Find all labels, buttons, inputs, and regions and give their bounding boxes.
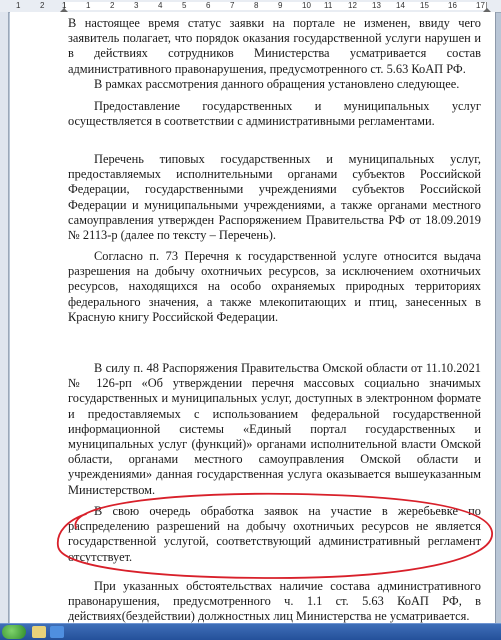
ruler-number: 3	[134, 1, 139, 10]
ruler-number: 1	[16, 1, 21, 10]
ruler-number: 16	[448, 1, 457, 10]
ruler-number: 7	[230, 1, 235, 10]
ruler-number: 12	[348, 1, 357, 10]
paragraph-status: В настоящее время статус заявки на портале не изменен, ввиду чего заявитель полагает, что порядок оказания государственной услуги нарушен и в действиях сотрудников Министерства усматривается состав административного правонарушения, предусмотренного ст. 5.63 КоАП РФ.	[68, 16, 481, 76]
ruler-number: 4	[158, 1, 163, 10]
ruler-number: 13	[372, 1, 381, 10]
document-page[interactable]	[10, 12, 495, 624]
ruler-number: 14	[396, 1, 405, 10]
ruler-number: 11	[324, 1, 333, 10]
ruler-number: 15	[420, 1, 429, 10]
ruler-number: 1	[86, 1, 91, 10]
ruler-number: 8	[254, 1, 259, 10]
paragraph-clause-48: В силу п. 48 Распоряжения Правительства Омской области от 11.10.2021 № 126-рп «Об утверждении перечня массовых социально значимых государственных и муниципальных услуг, доступных в электронном формате и предоставляемых с использованием федеральной государственной информационной системы «Единый портал государственных и муниципальных услуг (функций)» органами исполнительной власти Омской области, органами местного самоуправления Омской области и учреждениями» данная государственная услуга оказывается вышеуказанным Министерством.	[68, 361, 481, 497]
paragraph-findings-intro: В рамках рассмотрения данного обращения установлено следующее.	[94, 77, 460, 91]
folder-icon[interactable]	[32, 626, 46, 638]
ruler-number: 2	[110, 1, 115, 10]
paragraph-list-of-services: Перечень типовых государственных и муниципальных услуг, предоставляемых исполнительными органами субъектов Российской Федерации, государственными учреждениями субъектов Российской Федерации и муниципальными учреждениями, а также органами местного самоуправления утвержден Распоряжением Правительства РФ от 18.09.2019 № 2113-р (далее по тексту – Перечень).	[68, 152, 481, 243]
ruler-number: 5	[182, 1, 187, 10]
paragraph-conclusion: При указанных обстоятельствах наличие состава административного правонарушения, предусмотренного ч. 1.1 ст. 5.63 КоАП РФ, в действиях(бездействии) должностных лиц Министерства не усматривается.	[68, 579, 481, 624]
ruler-number: 17	[476, 1, 485, 10]
ruler-number: 6	[206, 1, 211, 10]
paragraph-clause-73: Согласно п. 73 Перечня к государственной услуге относится выдача разрешения на добычу охотничьих ресурсов, за исключением охотничьих ресурсов, находящихся на особо охраняемых природных территориях федерального значения, а также млекопитающих и птиц, занесенных в Красную книгу Российской Федерации.	[68, 249, 481, 324]
browser-icon[interactable]	[50, 626, 64, 638]
taskbar	[0, 623, 501, 640]
ruler-number: 1	[62, 1, 67, 10]
vertical-ruler[interactable]	[0, 12, 9, 624]
start-button[interactable]	[2, 625, 26, 639]
ruler-number: 2	[40, 1, 45, 10]
paragraph-lottery-not-service: В свою очередь обработка заявок на участие в жеребьевке по распределению разрешений на добычу охотничьих ресурсов не является государственной услугой, соответствующий административный регламент отсутствует.	[68, 504, 481, 564]
ruler-number: 9	[278, 1, 283, 10]
ruler-number: 10	[302, 1, 311, 10]
paragraph-regulations: Предоставление государственных и муниципальных услуг осуществляется в соответствии с административными регламентами.	[68, 99, 481, 129]
